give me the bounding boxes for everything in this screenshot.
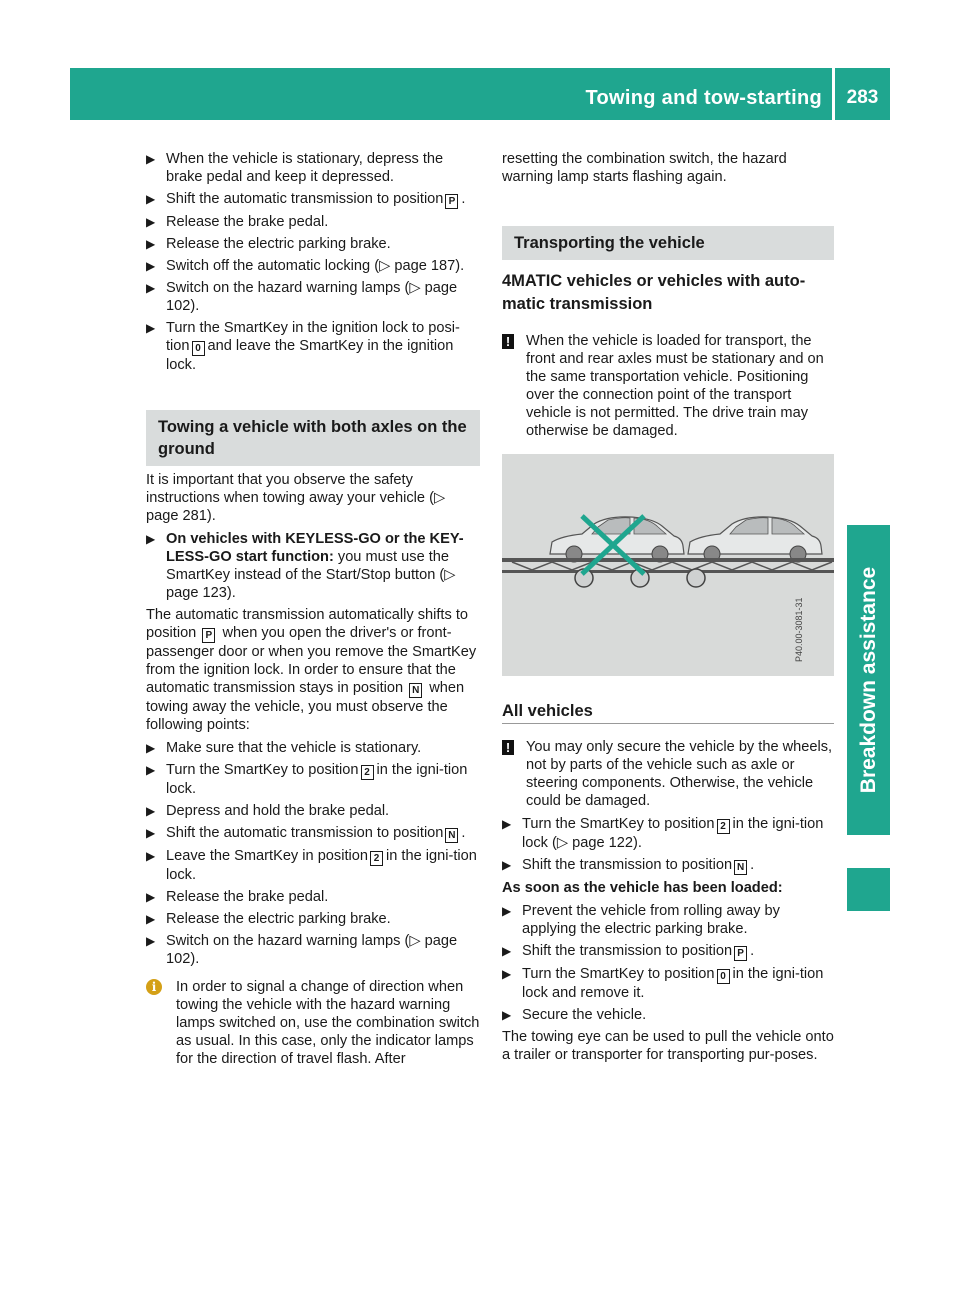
chapter-tab-label: Breakdown assistance bbox=[856, 566, 880, 794]
arrow-right-icon: ▶ bbox=[146, 532, 156, 546]
arrow-right-icon: ▶ bbox=[146, 259, 156, 273]
instruction-step bbox=[502, 942, 834, 961]
sub-heading-4matic: 4MATIC vehicles or vehicles with auto-matic transmission bbox=[502, 272, 806, 313]
arrow-right-icon: ▶ bbox=[146, 321, 156, 335]
transport-illustration bbox=[502, 454, 834, 676]
instruction-step bbox=[146, 190, 480, 209]
arrow-right-icon: ▶ bbox=[146, 912, 156, 926]
step-text-after: . bbox=[750, 857, 755, 873]
left-column bbox=[146, 150, 480, 1073]
instruction-step bbox=[146, 761, 480, 798]
sub-heading-all-vehicles: All vehicles bbox=[502, 702, 834, 724]
arrow-right-icon: ▶ bbox=[146, 192, 156, 206]
gear-key-badge: P bbox=[202, 628, 215, 643]
instruction-step bbox=[146, 257, 480, 275]
gear-key-badge: N bbox=[734, 860, 747, 875]
step-text-after: . bbox=[750, 943, 755, 959]
step-text: When the vehicle is stationary, depress the brake pedal and keep it depressed. bbox=[166, 151, 444, 185]
step-text: Release the electric parking brake. bbox=[166, 236, 391, 252]
gear-key-badge: 2 bbox=[717, 819, 730, 834]
arrow-right-icon: ▶ bbox=[146, 281, 156, 295]
step-text: Release the brake pedal. bbox=[166, 889, 329, 905]
gear-key-badge: 2 bbox=[370, 851, 383, 866]
step-list-top bbox=[146, 150, 480, 374]
arrow-right-icon: ▶ bbox=[146, 215, 156, 229]
section-heading-towing: Towing a vehicle with both axles on the ground bbox=[146, 410, 480, 466]
transmission-paragraph bbox=[146, 606, 480, 734]
step-text: Release the brake pedal. bbox=[166, 214, 329, 230]
info-text: In order to signal a change of direction when towing the vehicle with the hazard warning lamps switched on, use the combination switch as usual. In this case, only the indicator lamps for the direction of travel flash. After bbox=[176, 979, 480, 1067]
arrow-right-icon: ▶ bbox=[146, 890, 156, 904]
step-text: Release the electric parking brake. bbox=[166, 911, 391, 927]
exclamation-icon: ! bbox=[502, 740, 514, 755]
instruction-step bbox=[146, 235, 480, 253]
arrow-right-icon: ▶ bbox=[146, 849, 156, 863]
right-column bbox=[502, 150, 834, 1069]
instruction-step bbox=[146, 802, 480, 820]
step-text: Turn the SmartKey to position bbox=[522, 816, 715, 832]
instruction-step bbox=[146, 888, 480, 906]
image-code: P40.00-3081-31 bbox=[794, 597, 804, 662]
arrow-right-icon: ▶ bbox=[146, 804, 156, 818]
warning-text: When the vehicle is loaded for transport, the front and rear axles must be stationary and on the same transportation vehicle. Positioning over the connection point of the transport vehicle is not permitted. The drive train may otherwise be damaged. bbox=[526, 333, 824, 439]
exclamation-icon: ! bbox=[502, 334, 514, 349]
step-text: Shift the automatic transmission to position bbox=[166, 191, 444, 207]
step-text: Shift the transmission to position bbox=[522, 857, 733, 873]
arrow-right-icon: ▶ bbox=[502, 944, 512, 958]
step-text: Turn the SmartKey to position bbox=[166, 762, 359, 778]
warning-note-axles bbox=[502, 332, 834, 440]
instruction-step bbox=[502, 902, 834, 938]
instruction-step bbox=[146, 279, 480, 315]
para-text-a: The automatic transmission automatically shifts to position bbox=[146, 607, 469, 641]
arrow-right-icon: ▶ bbox=[146, 741, 156, 755]
info-note bbox=[146, 978, 480, 1068]
chapter-tab bbox=[847, 525, 890, 835]
gear-key-badge: P bbox=[445, 194, 458, 209]
step-text-after: in the igni-tion lock and remove it. bbox=[522, 966, 824, 1001]
step-list-loaded bbox=[502, 902, 834, 1024]
continued-text: resetting the combination switch, the hazard warning lamp starts flashing again. bbox=[502, 151, 787, 185]
instruction-step bbox=[502, 815, 834, 852]
step-list-bottom bbox=[146, 739, 480, 968]
gear-key-badge: N bbox=[445, 828, 458, 843]
step-text-after: . bbox=[461, 825, 466, 841]
arrow-right-icon: ▶ bbox=[502, 1008, 512, 1022]
gear-key-badge: 2 bbox=[361, 765, 374, 780]
chapter-marker bbox=[847, 868, 890, 911]
step-list-all-vehicles bbox=[502, 815, 834, 875]
para-text-b: when you open the driver's or front-passenger door or when you remove the SmartKey from the ignition lock. In order to ensure that the automatic transmission stays in position bbox=[146, 625, 477, 696]
arrow-right-icon: ▶ bbox=[502, 904, 512, 918]
instruction-step bbox=[146, 824, 480, 843]
loaded-label: As soon as the vehicle has been loaded: bbox=[502, 880, 783, 896]
towing-intro: It is important that you observe the safety instructions when towing away your vehicle (▷ page 281). bbox=[146, 472, 446, 524]
keyless-label: On vehicles with KEYLESS-GO or the KEY-LESS-GO start function: bbox=[166, 531, 464, 565]
step-text: Turn the SmartKey in the ignition lock to posi-tion bbox=[166, 320, 460, 354]
instruction-step bbox=[146, 213, 480, 231]
step-text: Turn the SmartKey to position bbox=[522, 966, 715, 982]
instruction-step bbox=[146, 739, 480, 757]
gear-key-badge: 0 bbox=[717, 969, 730, 984]
arrow-right-icon: ▶ bbox=[502, 967, 512, 981]
section-heading-transporting: Transporting the vehicle bbox=[502, 226, 834, 260]
keyless-text: you must use the SmartKey instead of the Start/Stop button (▷ page 123). bbox=[166, 549, 456, 601]
arrow-right-icon: ▶ bbox=[146, 152, 156, 166]
step-text-after: in the igni-tion lock (▷ page 122). bbox=[522, 816, 824, 851]
instruction-step bbox=[146, 847, 480, 884]
arrow-right-icon: ▶ bbox=[146, 763, 156, 777]
step-text-after: in the igni-tion lock. bbox=[166, 762, 468, 797]
arrow-right-icon: ▶ bbox=[502, 817, 512, 831]
step-text: Switch off the automatic locking (▷ page 187). bbox=[166, 258, 465, 274]
gear-key-badge: N bbox=[409, 683, 422, 698]
gear-key-badge: P bbox=[734, 946, 747, 961]
step-text: Depress and hold the brake pedal. bbox=[166, 803, 390, 819]
step-text-after: and leave the SmartKey in the ignition lock. bbox=[166, 338, 454, 373]
instruction-step bbox=[146, 910, 480, 928]
instruction-step bbox=[502, 965, 834, 1002]
gear-key-badge: 0 bbox=[192, 341, 205, 356]
step-text-after: . bbox=[461, 191, 466, 207]
step-text-after: in the igni-tion lock. bbox=[166, 848, 477, 883]
step-keyless bbox=[146, 530, 480, 602]
arrow-right-icon: ▶ bbox=[146, 237, 156, 251]
warning-text: You may only secure the vehicle by the wheels, not by parts of the vehicle such as axle or steering components. Otherwise, the vehicle could be damaged. bbox=[526, 739, 833, 809]
step-text: Prevent the vehicle from rolling away by applying the electric parking brake. bbox=[522, 903, 780, 937]
instruction-step bbox=[502, 1006, 834, 1024]
step-text: Leave the SmartKey in position bbox=[166, 848, 368, 864]
para-text-c: when towing away the vehicle, you must observe the following points: bbox=[146, 680, 465, 733]
instruction-step bbox=[146, 150, 480, 186]
instruction-step bbox=[146, 932, 480, 968]
step-text: Shift the automatic transmission to position bbox=[166, 825, 444, 841]
step-text: Switch on the hazard warning lamps (▷ page 102). bbox=[166, 280, 458, 314]
arrow-right-icon: ▶ bbox=[146, 934, 156, 948]
page-number: 283 bbox=[846, 87, 879, 108]
step-text: Shift the transmission to position bbox=[522, 943, 733, 959]
instruction-step bbox=[502, 856, 834, 875]
step-text: Secure the vehicle. bbox=[522, 1007, 647, 1023]
page-section-title: Towing and tow-starting bbox=[585, 87, 822, 109]
step-text: Make sure that the vehicle is stationary. bbox=[166, 740, 422, 756]
step-text: Switch on the hazard warning lamps (▷ page 102). bbox=[166, 933, 458, 967]
towing-eye-paragraph: The towing eye can be used to pull the vehicle onto a trailer or transporter for transporting pur-poses. bbox=[502, 1029, 834, 1063]
instruction-step bbox=[146, 319, 480, 374]
info-icon: i bbox=[146, 979, 162, 995]
arrow-right-icon: ▶ bbox=[146, 826, 156, 840]
transport-illustration-svg bbox=[502, 454, 834, 676]
warning-note-secure bbox=[502, 738, 834, 810]
arrow-right-icon: ▶ bbox=[502, 858, 512, 872]
